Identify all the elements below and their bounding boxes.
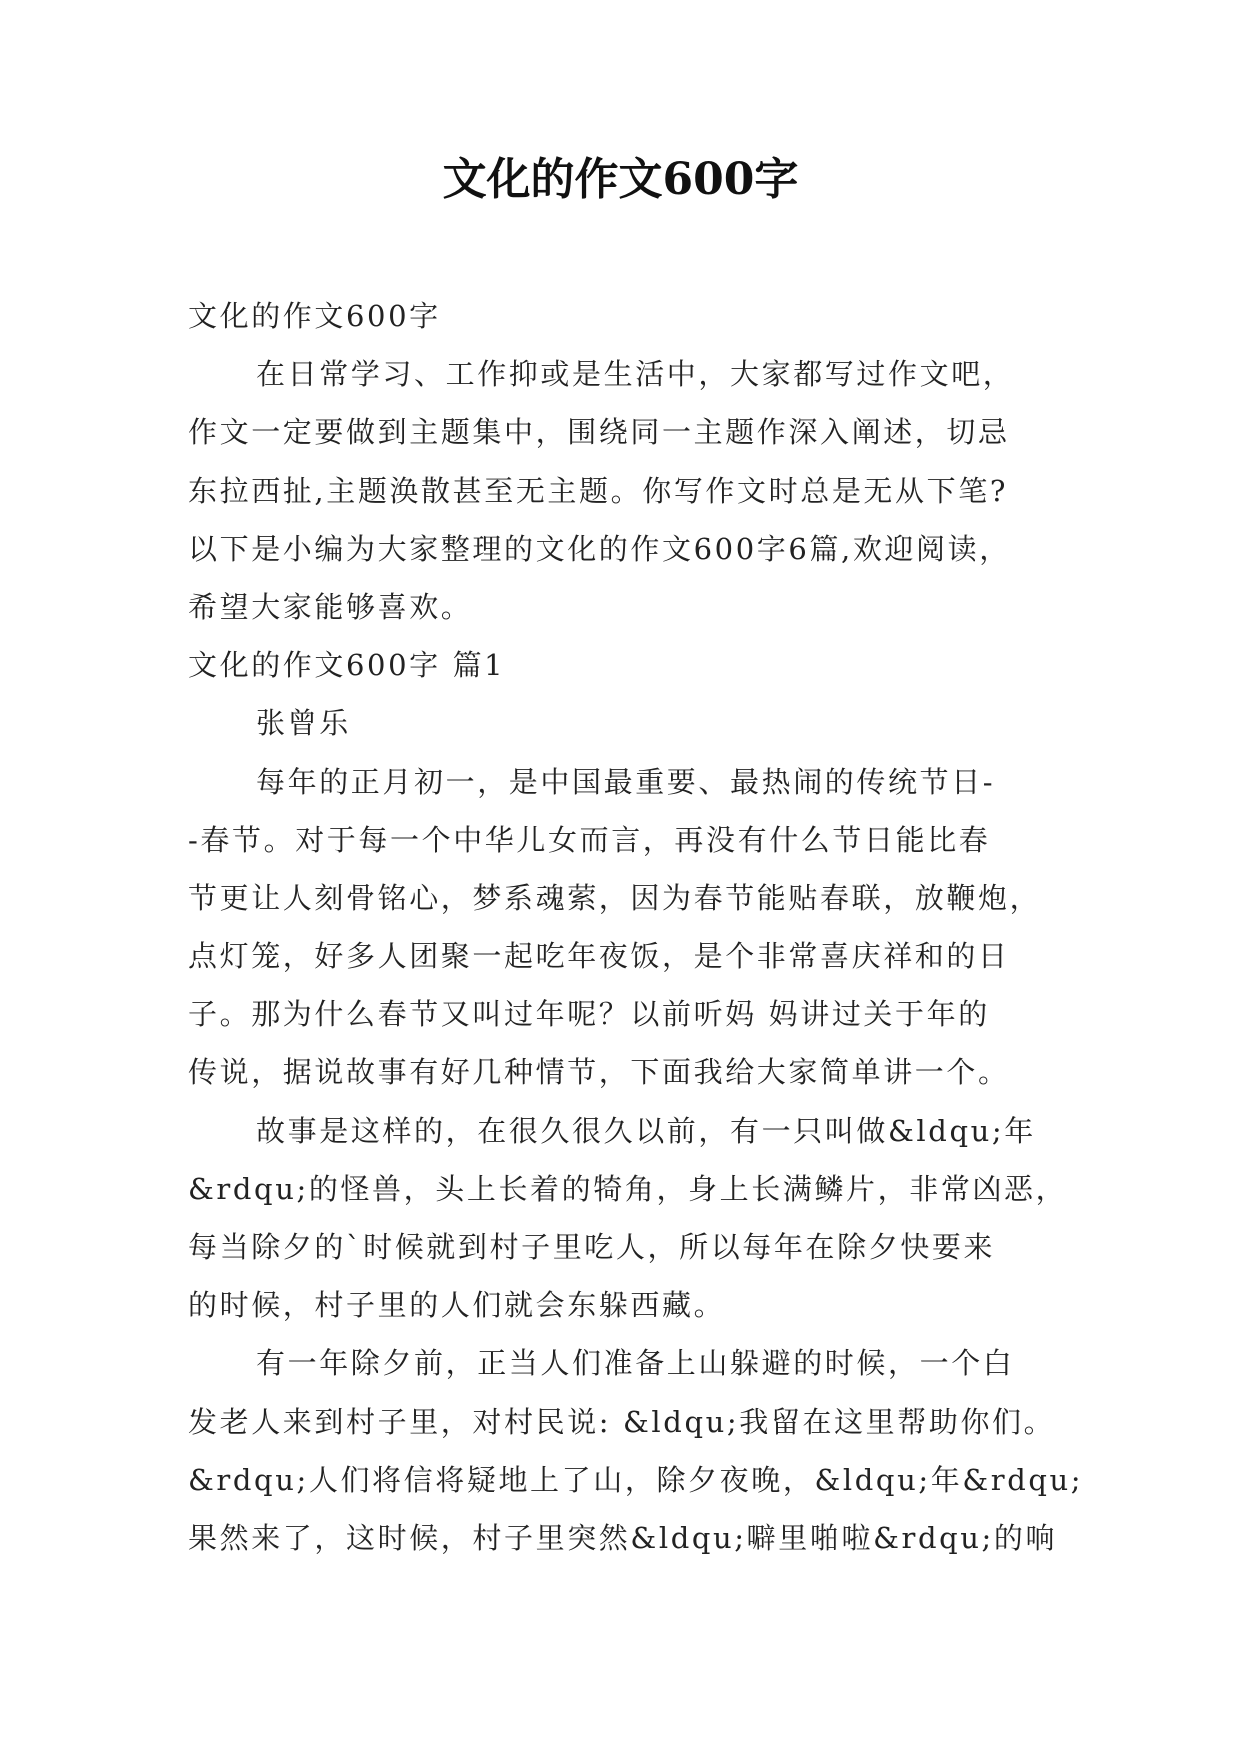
intro-line: 东拉西扯,主题涣散甚至无主题。你写作文时总是无从下笔?: [188, 473, 1008, 508]
author-line: 张曾乐: [256, 706, 351, 741]
paragraph-line: 有一年除夕前，正当人们准备上山躲避的时候，一个白: [256, 1346, 1015, 1381]
intro-line: 作文一定要做到主题集中，围绕同一主题作深入阐述，切忌: [188, 415, 1010, 450]
section-heading: 文化的作文600字 篇1: [188, 648, 506, 683]
document-body: [188, 287, 1084, 1567]
paragraph-line: 每当除夕的`时候就到村子里吃人，所以每年在除夕快要来: [188, 1230, 996, 1264]
subtitle-line: 文化的作文600字: [188, 299, 441, 333]
paragraph-line: -春节。对于每一个中华儿女而言，再没有什么节日能比春: [188, 822, 991, 857]
paragraph-line: &rdqu;人们将信将疑地上了山，除夕夜晚，&ldqu;年&rdqu;: [188, 1462, 1084, 1497]
paragraph-line: 传说，据说故事有好几种情节，下面我给大家简单讲一个。: [188, 1055, 1010, 1090]
paragraph-line: 节更让人刻骨铭心，梦系魂萦，因为春节能贴春联，放鞭炮，: [188, 880, 1042, 915]
paragraph-line: 每年的正月初一，是中国最重要、最热闹的传统节日-: [256, 764, 996, 799]
intro-line: 在日常学习、工作抑或是生活中，大家都写过作文吧，: [256, 357, 1015, 392]
paragraph-line: 故事是这样的，在很久很久以前，有一只叫做&ldqu;年: [256, 1113, 1036, 1148]
paragraph-line: 的时候，村子里的人们就会东躲西藏。: [188, 1288, 726, 1323]
paragraph-line: 果然来了，这时候，村子里突然&ldqu;噼里啪啦&rdqu;的响: [188, 1520, 1058, 1555]
paragraph-line: 发老人来到村子里，对村民说: &ldqu;我留在这里帮助你们。: [188, 1404, 1056, 1439]
intro-line: 以下是小编为大家整理的文化的作文600字6篇,欢迎阅读，: [188, 531, 1011, 566]
paragraph-line: 点灯笼，好多人团聚一起吃年夜饭，是个非常喜庆祥和的日: [188, 939, 1010, 974]
document-title: 文化的作文600字: [442, 154, 799, 205]
paragraph-line: 子。那为什么春节又叫过年呢？以前听妈 妈讲过关于年的: [188, 997, 990, 1032]
paragraph-line: &rdqu;的怪兽，头上长着的犄角，身上长满鳞片，非常凶恶，: [188, 1171, 1068, 1206]
intro-line: 希望大家能够喜欢。: [188, 589, 473, 624]
